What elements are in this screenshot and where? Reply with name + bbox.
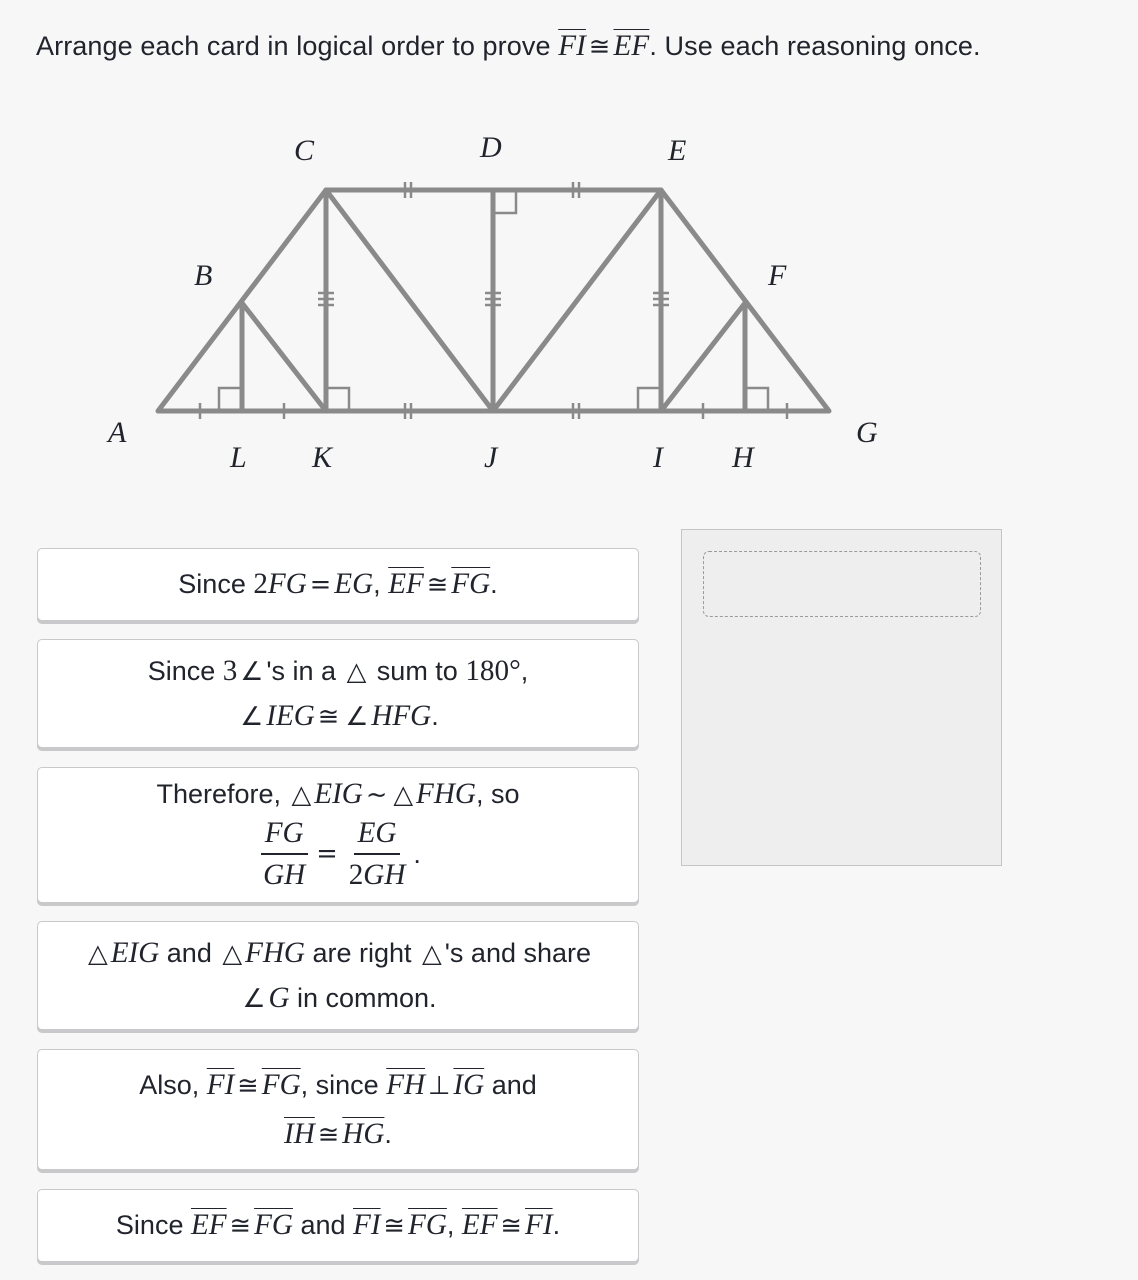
reason-card-3[interactable] <box>37 767 639 903</box>
card-text: Since 2FG = EG, $\overline{EF}$ ≅ $\overline{FG}$. <box>178 568 498 600</box>
card-text-line-2: ∠ IEG ≅ ∠ HFG. <box>240 699 439 732</box>
label-h: H <box>732 441 754 474</box>
card-text-line-1: △ EIG and △ FHG are right △ 's and share <box>87 936 592 969</box>
label-d: D <box>480 131 502 164</box>
label-c: C <box>294 134 315 167</box>
label-k: K <box>312 441 333 474</box>
reason-card-4[interactable] <box>37 921 639 1030</box>
reason-card-2[interactable] <box>37 639 639 748</box>
card-text-line-1: Since 3 ∠ 's in a △ sum to 180°, <box>147 654 529 687</box>
label-j: J <box>484 441 498 474</box>
label-b: B <box>194 259 213 292</box>
card-text-line-2: $\overline{IH}$ ≅ $\overline{HG}$. <box>284 1117 392 1150</box>
label-l: L <box>230 441 247 474</box>
reason-card-6[interactable] <box>37 1189 639 1262</box>
label-e: E <box>668 134 687 167</box>
empty-drop-slot[interactable] <box>703 551 981 617</box>
label-f: F <box>768 259 787 292</box>
reason-card-5[interactable] <box>37 1049 639 1170</box>
trapezoid-diagram <box>100 120 900 480</box>
label-a: A <box>108 416 127 449</box>
label-i: I <box>653 441 663 474</box>
instruction-text: Arrange each card in logical order to prove $\overline{FI}$ ≅ $\overline{EF}$. Use each reasoning once. <box>36 30 981 62</box>
card-text-line-1: Therefore, △ EIG ∼ △ FHG, so <box>156 777 520 810</box>
card-text-line-1: Also, $\overline{FI}$ ≅ $\overline{FG}$, since $\overline{FH}$ ⊥ $\overline{IG}$ and <box>139 1068 537 1101</box>
answer-drop-area[interactable] <box>681 529 1002 866</box>
label-g: G <box>856 416 878 449</box>
card-text-line-2: ∠ G in common. <box>242 981 437 1014</box>
card-fraction-equation: $\frac{FG}{GH}$ = $\frac{EG}{2GH}$ . <box>255 813 421 895</box>
reason-card-1[interactable] <box>37 548 639 621</box>
card-text: Since $\overline{EF}$ ≅ $\overline{FG}$ and $\overline{FI}$ ≅ $\overline{FG}$, $\overline{EF}$ ≅ $\overline{FI}$. <box>115 1209 561 1241</box>
